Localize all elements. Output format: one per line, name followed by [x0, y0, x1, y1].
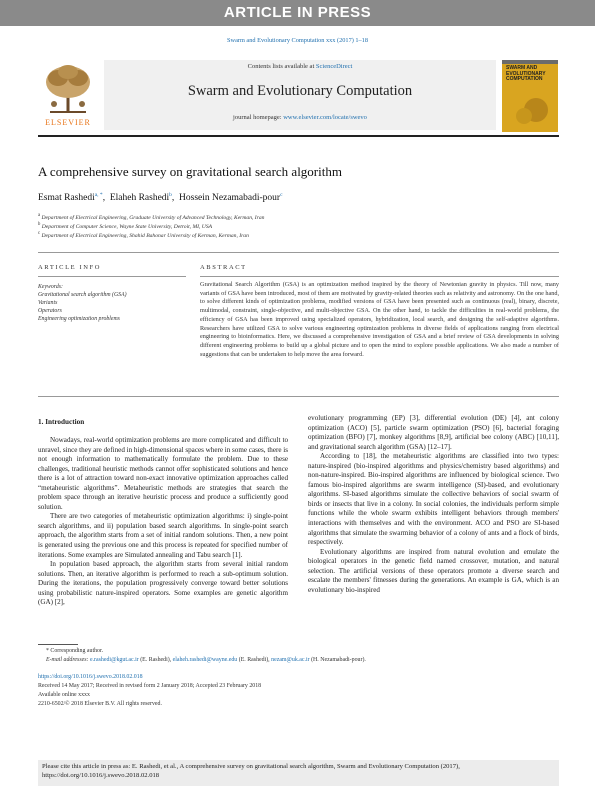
abstract-text: Gravitational Search Algorithm (GSA) is an optimization method inspired by the theory of Newtonian gravity in physics. Till now, many variants of GSA have been introduced, most of them are motivated by gravity-related theories such as relativity and astronomy. On the one hand, to solve different kinds of optimization problems, modified versions of GSA have been presented such as continuous (real), binary, discrete, multimodal, constraint, single-objective, and multi-objective GSA. On the other hand, to tackle the difficulties in real-world problems, the efficiency of GSA has been improved using specialized operators, hybridization, local search, and designing the self-adaptive algorithms. Researchers have utilized GSA to solve various engineering optimization problems in diverse fields of applications ranging from electrical engineering to bioinformatics. Here, we discussed a comprehensive investigation of GSA and a brief review of GSA developments in solving different engineering problems to build up a global picture and to open the mind to explore possible applications. We also made a number of suggestions that can be undertaken to help move the area forward.	[200, 281, 559, 358]
homepage-line	[104, 114, 496, 121]
keywords-label: Keywords:	[38, 284, 63, 290]
article-title: A comprehensive survey on gravitational search algorithm	[38, 164, 342, 179]
doi-link[interactable]: https://doi.org/10.1016/j.swevo.2018.02.018	[38, 674, 143, 680]
cover-title: SWARM AND EVOLUTIONARY COMPUTATION	[506, 65, 546, 82]
contents-prefix: Contents lists available at	[247, 63, 316, 70]
paragraph: evolutionary programming (EP) [3], differential evolution (DE) [4], ant colony optimization (ACO) [5], particle swarm optimization (PSO) [6], bacterial foraging optimization (BFO) [7], monkey algorithms [8,9], artificial bee colony (ABC) [10,11], and gravitational search algorithm (GSA) [12–17].	[308, 414, 559, 451]
author-name: Esmat Rashedi	[38, 193, 95, 204]
corresponding-note: * Corresponding author.	[46, 648, 104, 654]
author-affiliation-mark[interactable]: c	[280, 192, 283, 198]
email-line: E-mail addresses: e.rashedi@kgut.ac.ir (E. Rashedi), elaheh.rashedi@wayne.edu (E. Rashedi), nezam@uk.ac.ir (H. Nezamabadi-pour).	[46, 657, 366, 663]
article-info-heading: ARTICLE INFO	[38, 264, 102, 271]
paragraph: In population based approach, the algorithm starts from several initial random solutions. Then, an iterative algorithm is performed to reach a sub-optimum solution. During the iterations, the population progressively converge toward better solutions using probabilistic nature-inspired operators. Some examples are genetic algorithm (GA) [2],	[38, 560, 288, 607]
author-name: Elaheh Rashedi	[109, 193, 170, 204]
homepage-prefix: journal homepage:	[233, 114, 284, 121]
keyword: Gravitational search algorithm (GSA)	[38, 292, 127, 298]
running-head[interactable]: Swarm and Evolutionary Computation xxx (2017) 1–18	[227, 37, 368, 44]
email-link[interactable]: e.rashedi@kgut.ac.ir	[89, 657, 139, 663]
copyright: 2210-6502/© 2018 Elsevier B.V. All rights reserved.	[38, 701, 162, 707]
keyword: Variants	[38, 300, 58, 306]
author-affiliation-mark[interactable]: b	[169, 192, 172, 198]
received-dates: Received 14 May 2017; Received in revised form 2 January 2018; Accepted 23 February 2018	[38, 683, 262, 689]
header-rule	[38, 135, 559, 137]
publisher-name: ELSEVIER	[45, 118, 91, 127]
section-heading-introduction: 1. Introduction	[38, 418, 85, 426]
affiliation: $^b$ Department of Computer Science, Wayne State University, Detroit, MI, USA	[38, 222, 213, 230]
author-affiliation-mark[interactable]: a, *	[94, 192, 103, 198]
paragraph: Nowadays, real-world optimization problems are more complicated and difficult to unravel, since they are defined in high-dimensional spaces where in some cases, there is not enough information to mathematically formulate the problem. Due to these challenges, traditional heuristic methods cannot offer sophisticated solutions and hence there is a lot of attraction toward non-exact innovative optimization approaches called “metaheuristic algorithms”. Metaheuristic methods are strategies that search the problem space through an iterative heuristic process and produce a sufficiently good solution.	[38, 436, 288, 511]
footnote-rule	[38, 644, 78, 645]
paragraph: There are two categories of metaheuristic optimization algorithms: i) single-point search algorithms, and ii) population based search algorithms. In single-point search approach, the algorithm starts from a set of initial random solutions. Then, a new point is generated using the previous one and this process is repeated for specified number of iterations. Some examples are Simulated annealing and Tabu search [1].	[38, 512, 288, 559]
affiliation: $^c$ Department of Electrical Engineering, Shahid Bahonar University of Kerman, Kerman, Iran	[38, 231, 249, 239]
body-column-left	[38, 436, 288, 608]
email-label: E-mail addresses:	[46, 657, 90, 663]
author-name: Hossein Nezamabadi-pour	[179, 193, 281, 204]
citation-text: Please cite this article in press as: E. Rashedi, et al., A comprehensive survey on gravitational search algorithm, Swarm and Evolutionary Computation (2017), https://doi.org/10.1016/j.swevo.2018.02.018	[42, 763, 460, 779]
affiliation: $^a$ Department of Electrical Engineering, Graduate University of Advanced Technology, Kerman, Iran	[38, 213, 265, 221]
article-in-press-banner: ARTICLE IN PRESS	[0, 0, 595, 26]
paragraph: According to [18], the metaheuristic algorithms are classified into two types: nature-inspired (bio-inspired algorithms and physics/chemistry based algorithms) and non-nature-inspired. Bio-inspired algorithms are influenced by biological science. Two famous bio-inspired algorithms are swarm intelligence (SI)-based, and evolutionary algorithms. SI-based algorithms simulate the collective behaviors of social swarm of birds or insects that live in a colony. In social colonies, the individuals perform simple functions while the whole swarm exhibits intelligent behaviors through members' interactions with themselves and with the environment. ACO and PSO are SI-based algorithms that simulate the swarming behavior of a colony of ants and a flock of birds, respectively.	[308, 452, 559, 547]
email-link[interactable]: nezam@uk.ac.ir	[271, 657, 310, 663]
journal-title: Swarm and Evolutionary Computation	[187, 83, 413, 99]
email-link[interactable]: elaheh.rashedi@wayne.edu	[172, 657, 238, 663]
abstract-heading: ABSTRACT	[200, 264, 247, 271]
section-rule	[38, 252, 559, 253]
homepage-link[interactable]: www.elsevier.com/locate/swevo	[283, 114, 367, 121]
sciencedirect-link[interactable]: ScienceDirect	[315, 63, 353, 70]
abstract-rule	[200, 276, 559, 277]
body-rule	[38, 396, 559, 397]
keywords-block	[38, 283, 186, 323]
paragraph: Evolutionary algorithms are inspired from natural evolution and emulate the biological operators in the genetic field named crossover, mutation, and natural selection. The artificial versions of these operators promote a diverse search and escalate the members' fitnesses during the generations. An example is GA, which is an evolutionary bio-inspired	[308, 547, 559, 594]
keyword: Engineering optimization problems	[38, 316, 120, 322]
article-info-rule	[38, 276, 186, 277]
contents-line	[104, 63, 496, 70]
available-online: Available online xxxx	[38, 692, 90, 698]
keyword: Operators	[38, 308, 62, 314]
body-column-right	[308, 414, 559, 595]
author-list: Esmat Rashedi$^{a, *}$, Elaheh Rashedi$^b$, Hossein Nezamabadi-pour$^c$	[38, 192, 283, 204]
